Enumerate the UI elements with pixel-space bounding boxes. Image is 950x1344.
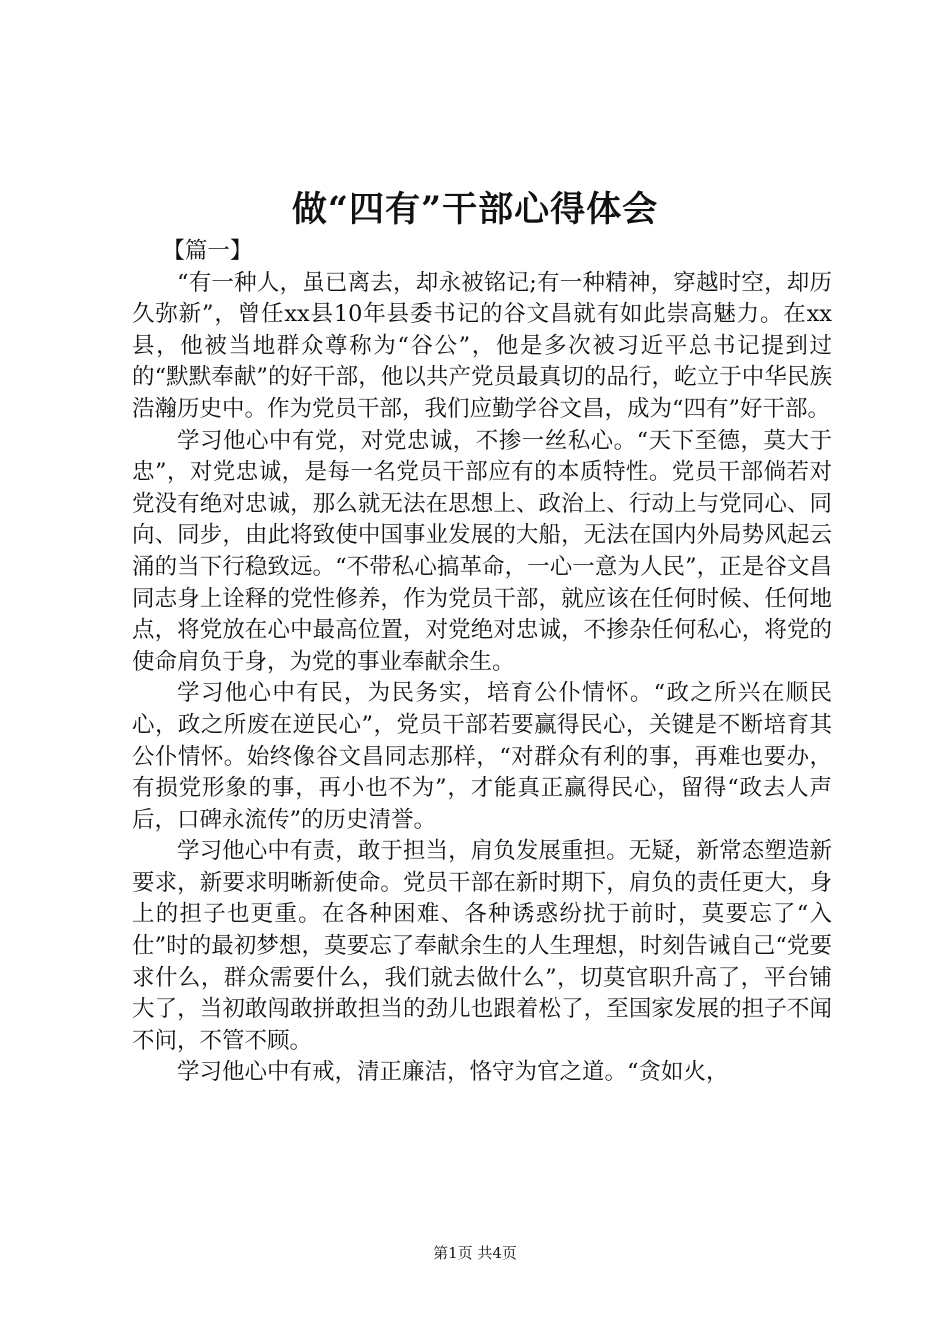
paragraph-discipline: 学习他心中有戒，清正廉洁，恪守为官之道。“贪如火，	[177, 1059, 729, 1086]
document-title: 做“四有”干部心得体会	[291, 189, 659, 230]
paragraph-people: 学习他心中有民，为民务实，培育公仆情怀。“政之所兴在顺民心，政之所废在逆民心”，党员干部若要赢得民心，关键是不断培育其公仆情怀。始终像谷文昌同志那样，“对群众有利的事，再难也要办，有损党形象的事，再小也不为”，才能真正赢得民心，留得“政去人声后，口碑永流传”的历史清誉。	[132, 680, 832, 833]
paragraph-responsibility: 学习他心中有责，敢于担当，肩负发展重担。无疑，新常态塑造新要求，新要求明晰新使命。党员干部在新时期下，肩负的责任更大，身上的担子也更重。在各种困难、各种诱惑纷扰于前时，莫要忘了“入仕”时的最初梦想，莫要忘了奉献余生的人生理想，时刻告诫自己“党要求什么，群众需要什么，我们就去做什么”，切莫官职升高了，平台铺大了，当初敢闯敢拼敢担当的劲儿也跟着松了，至国家发展的担子不闻不问，不管不顾。	[132, 838, 832, 1054]
paragraph-intro: “有一种人，虽已离去，却永被铭记;有一种精神，穿越时空，却历久弥新”，曾任xx县10年县委书记的谷文昌就有如此崇高魅力。在xx县，他被当地群众尊称为“谷公”，他是多次被习近平总书记提到过的“默默奉献”的好干部，他以共产党员最真切的品行，屹立于中华民族浩瀚历史中。作为党员干部，我们应勤学谷文昌，成为“四有”好干部。	[132, 269, 832, 422]
page-total: 共4页	[477, 1244, 517, 1262]
section-label: 【篇一】	[162, 238, 253, 264]
document-body	[132, 236, 832, 1089]
page-footer	[0, 1242, 950, 1264]
paragraph-loyalty: 学习他心中有党，对党忠诚，不掺一丝私心。“天下至德，莫大于忠”，对党忠诚，是每一名党员干部应有的本质特性。党员干部倘若对党没有绝对忠诚，那么就无法在思想上、政治上、行动上与党同心、同向、同步，由此将致使中国事业发展的大船，无法在国内外局势风起云涌的当下行稳致远。“不带私心搞革命，一心一意为人民”，正是谷文昌同志身上诠释的党性修养，作为党员干部，就应该在任何时候、任何地点，将党放在心中最高位置，对党绝对忠诚，不掺杂任何私心，将党的使命肩负于身，为党的事业奉献余生。	[132, 427, 832, 675]
page-number: 第1页	[433, 1244, 473, 1262]
